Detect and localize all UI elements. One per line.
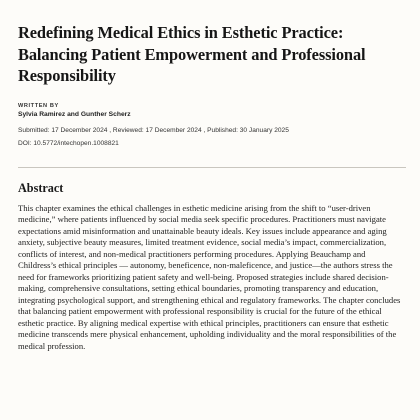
abstract-body: This chapter examines the ethical challenges in esthetic medicine arising from the shift to “user-driven medicine,” where patients influenced by social media seek specific procedures. Practitioners must navigate expectations amid misinformation and unattainable beauty ideals. Key issues include appearance and aging anxiety, subjective beauty measures, limited treatment evidence, social media’s impact, commercialization, conflicts of interest, and non-medical practitioners performing procedures. Applying Beauchamp and Childress’s ethical principles — autonomy, beneficence, non-maleficence, and justice—the authors stress the need for frameworks prioritizing patient safety and well-being. Proposed strategies include shared decision-making, comprehensive consultations, setting ethical boundaries, promoting transparency and education, integrating psychological support, and strengthening ethical and regulatory frameworks. The chapter concludes that balancing patient empowerment with professional responsibility is crucial for the future of the ethical esthetic practice. By aligning medical expertise with ethical principles, practitioners can ensure that esthetic medicine transcends mere physical enhancement, upholding individuality and the moral responsibilities of the medical profession. — [18, 202, 401, 351]
article-doi[interactable]: DOI: 10.5772/intechopen.1008821 — [18, 139, 119, 147]
article-authors[interactable]: Sylvia Ramirez and Gunther Scherz — [18, 110, 131, 118]
article-title: Redefining Medical Ethics in Esthetic Practice: Balancing Patient Empowerment and Professional Responsibility — [18, 23, 366, 85]
abstract-heading: Abstract — [18, 180, 64, 195]
article-page — [18, 22, 406, 352]
written-by-label: WRITTEN BY — [18, 102, 59, 109]
publication-dates: Submitted: 17 December 2024 , Reviewed: 17 December 2024 , Published: 30 January 2025 — [18, 126, 289, 134]
section-divider — [18, 167, 406, 168]
